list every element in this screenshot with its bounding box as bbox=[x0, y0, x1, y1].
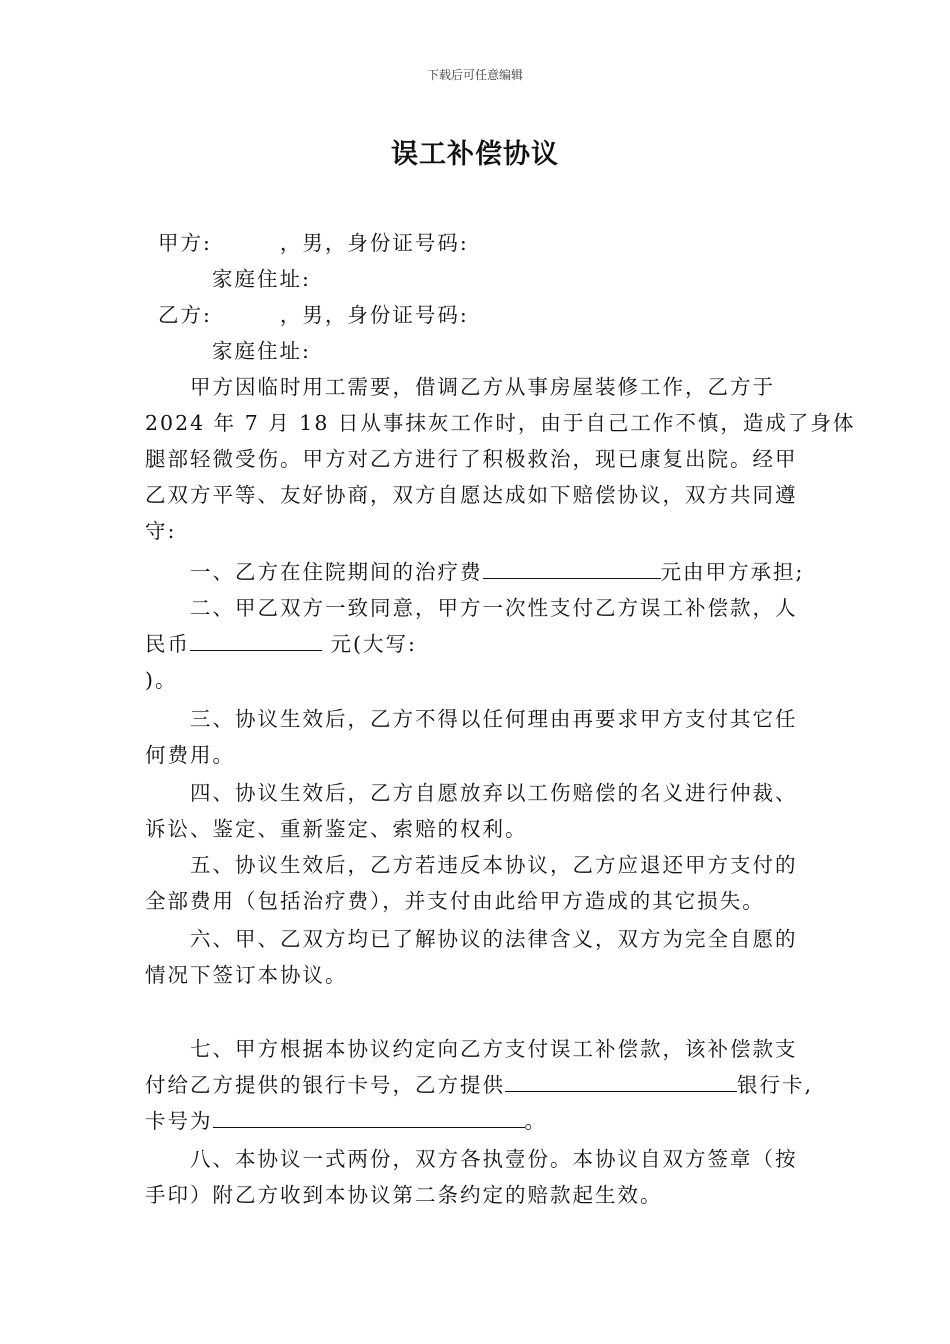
treatment-fee-blank[interactable] bbox=[483, 558, 661, 579]
bank-name-blank[interactable] bbox=[505, 1071, 737, 1092]
compensation-amount-blank[interactable] bbox=[190, 630, 322, 651]
clause-2-uppercase-label: 元(大写: bbox=[322, 632, 417, 656]
clause-7-card-number-label: 卡号为 bbox=[145, 1109, 213, 1133]
clause-5-line-2: 全部费用（包括治疗费），并支付由此给甲方造成的其它损失。 bbox=[145, 889, 765, 913]
party-b-address: 家庭住址: bbox=[212, 339, 311, 363]
clause-8-line-1: 八、本协议一式两份，双方各执壹份。本协议自双方签章（按 bbox=[190, 1147, 798, 1171]
party-b-label: 乙方: bbox=[158, 303, 212, 327]
clause-1 bbox=[190, 557, 804, 587]
clause-8-line-2: 手印）附乙方收到本协议第二条约定的赔款起生效。 bbox=[145, 1183, 663, 1207]
party-a-label: 甲方: bbox=[158, 231, 212, 255]
document-title: 误工补偿协议 bbox=[391, 139, 559, 170]
clause-3-line-1: 三、协议生效后，乙方不得以任何理由再要求甲方支付其它任 bbox=[190, 707, 798, 731]
clause-2-line-1: 二、甲乙双方一致同意，甲方一次性支付乙方误工补偿款，人 bbox=[190, 596, 798, 620]
clause-2-currency-label: 民币 bbox=[145, 632, 190, 656]
party-a-line bbox=[158, 228, 469, 258]
clause-7-bank-card-label: 银行卡, bbox=[737, 1073, 814, 1097]
clause-6-line-1: 六、甲、乙双方均已了解协议的法律含义，双方为完全自愿的 bbox=[190, 927, 798, 951]
clause-4-line-1: 四、协议生效后，乙方自愿放弃以工伤赔偿的名义进行仲裁、 bbox=[190, 781, 798, 805]
party-b-line bbox=[158, 300, 469, 330]
party-a-address: 家庭住址: bbox=[212, 267, 311, 291]
card-number-blank[interactable] bbox=[213, 1107, 525, 1128]
intro-line-4: 乙双方平等、友好协商，双方自愿达成如下赔偿协议，双方共同遵 bbox=[145, 483, 798, 507]
clause-4-line-2: 诉讼、鉴定、重新鉴定、索赔的权利。 bbox=[145, 817, 528, 841]
clause-7-line-1: 七、甲方根据本协议约定向乙方支付误工补偿款，该补偿款支 bbox=[190, 1037, 798, 1061]
clause-7-bank-text: 付给乙方提供的银行卡号，乙方提供 bbox=[145, 1073, 505, 1097]
clause-1-text-end: 元由甲方承担; bbox=[660, 560, 805, 584]
party-b-gender-id: ，男，身份证号码: bbox=[279, 303, 469, 327]
clause-7-period: 。 bbox=[524, 1109, 547, 1133]
page-header: 下载后可任意编辑 bbox=[426, 68, 523, 82]
clause-2-line-2 bbox=[145, 629, 417, 659]
clause-7-line-2 bbox=[145, 1070, 813, 1100]
intro-line-2: 2024 年 7 月 18 日从事抹灰工作时，由于自己工作不慎，造成了身体 bbox=[145, 411, 856, 435]
clause-5-line-1: 五、协议生效后，乙方若违反本协议，乙方应退还甲方支付的 bbox=[190, 853, 798, 877]
clause-7-line-3 bbox=[145, 1106, 547, 1136]
clause-1-text: 一、乙方在住院期间的治疗费 bbox=[190, 560, 483, 584]
intro-line-1: 甲方因临时用工需要，借调乙方从事房屋装修工作，乙方于 bbox=[190, 375, 775, 399]
clause-3-line-2: 何费用。 bbox=[145, 743, 235, 767]
clause-2-line-3: )。 bbox=[145, 668, 178, 692]
party-a-gender-id: ，男，身份证号码: bbox=[279, 231, 469, 255]
intro-line-5: 守: bbox=[145, 519, 177, 543]
clause-6-line-2: 情况下签订本协议。 bbox=[145, 963, 348, 987]
intro-line-3: 腿部轻微受伤。甲方对乙方进行了积极救治，现已康复出院。经甲 bbox=[145, 447, 798, 471]
